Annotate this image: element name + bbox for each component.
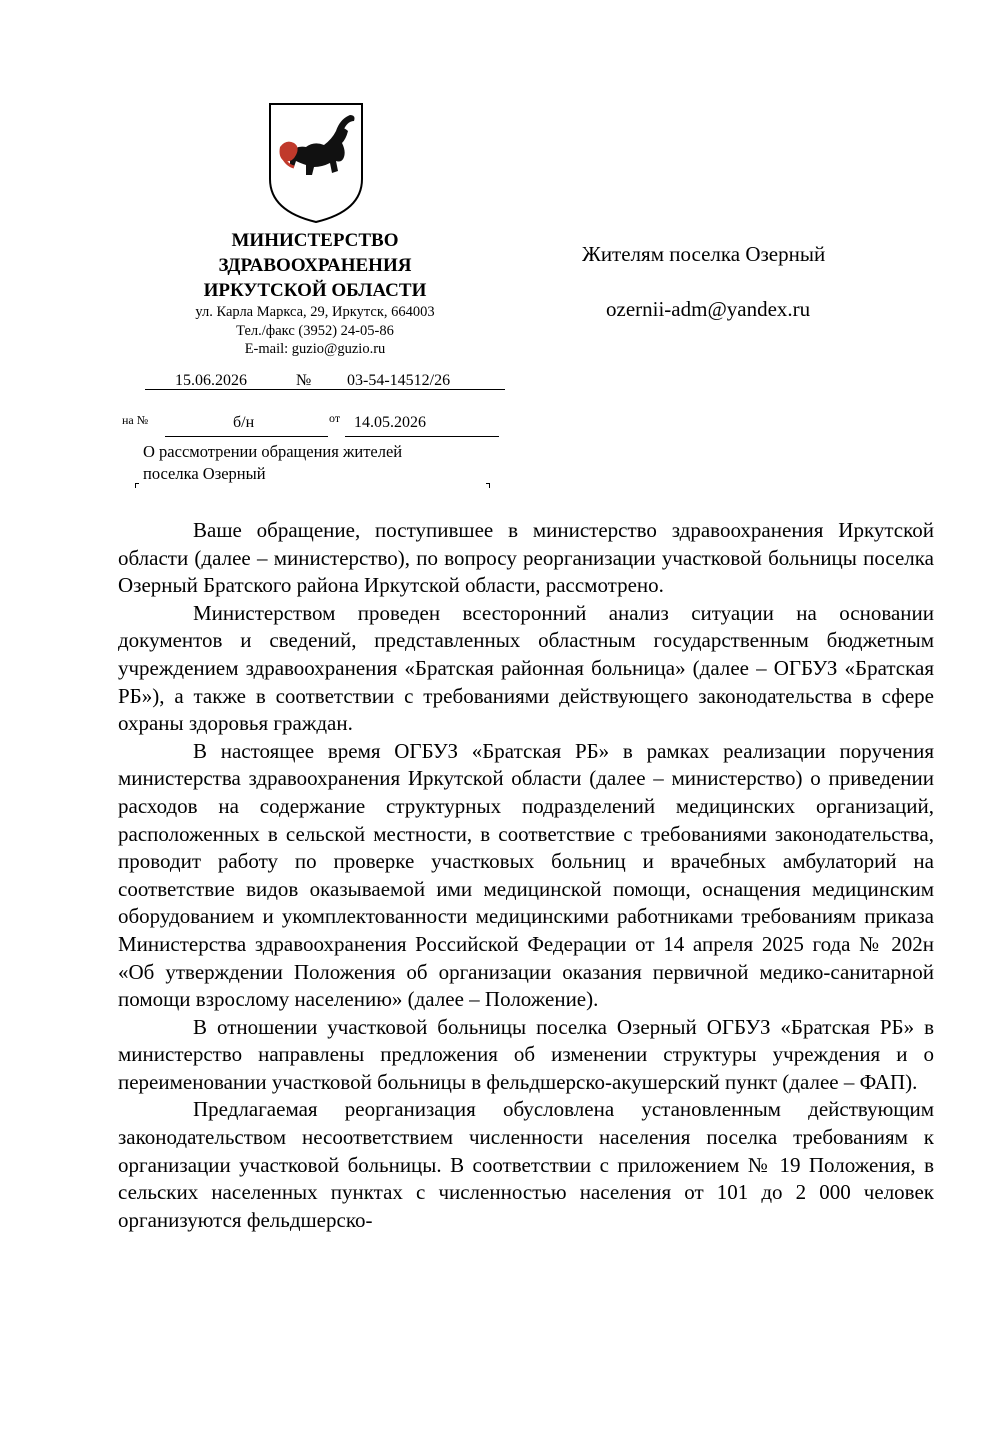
organization-phone: Тел./факс (3952) 24-05-86 <box>236 322 394 339</box>
recipient-email: ozernii-adm@yandex.ru <box>606 297 811 321</box>
organization-name-line: МИНИСТЕРСТВО <box>231 230 399 251</box>
organization-name-line: ЗДРАВООХРАНЕНИЯ <box>218 255 412 276</box>
recipient-name: Жителям поселка Озерный <box>582 242 826 266</box>
subject-bracket-left <box>135 483 139 488</box>
body-paragraph: Предлагаемая реорганизация обусловлена установленным действующим законодательством несоответствием численности населения поселка требованиям к организации участковой больницы. В соответствии с приложением № 19 Положения, в сельских населенных пунктах с численностью населения от 101 до 2 000 человек организуются фельдшерско- <box>118 1097 934 1232</box>
registration-date: 15.06.2026 <box>175 372 247 389</box>
subject-bracket-right <box>486 483 490 488</box>
body-paragraph: В отношении участковой больницы поселка Озерный ОГБУЗ «Братская РБ» в министерство направлены предложения об изменении структуры учреждения и о переименовании участковой больницы в фельдшерско-акушерский пункт (далее – ФАП). <box>118 1014 934 1094</box>
reference-date-underline <box>345 436 499 437</box>
body-paragraph: Ваше обращение, поступившее в министерство здравоохранения Иркутской области (далее – министерство), по вопросу реорганизации участковой больницы поселка Озерный Братского района Иркутской области, рассмотрено. <box>118 518 934 598</box>
organization-name <box>160 228 470 303</box>
registration-underline <box>145 389 505 390</box>
reference-date-label: от <box>329 411 341 425</box>
reference-number-underline <box>165 436 328 437</box>
subject-line: поселка Озерный <box>143 464 266 483</box>
reference-date: 14.05.2026 <box>354 414 426 431</box>
registration-number-label: № <box>296 372 312 389</box>
irkutsk-coat-of-arms-icon <box>266 101 366 225</box>
organization-header <box>160 228 470 359</box>
organization-name-line: ИРКУТСКОЙ ОБЛАСТИ <box>203 280 427 301</box>
letter-body <box>118 517 934 1234</box>
organization-address: ул. Карла Маркса, 29, Иркутск, 664003 <box>195 304 435 320</box>
letter-subject <box>143 441 463 485</box>
reference-number: б/н <box>233 414 255 431</box>
registration-number: 03-54-14512/26 <box>347 372 451 389</box>
body-paragraph: В настоящее время ОГБУЗ «Братская РБ» в рамках реализации поручения министерства здравоохранения Иркутской области (далее – министерство) о приведении расходов на содержание структурных подразделений медицинских организаций, расположенных в сельской местности, в соответствие с требованиями законодательства, проводит работу по проверке участковых больниц и врачебных амбулаторий на соответствие видов оказываемой ими медицинской помощи, оснащения медицинским оборудованием и укомплектованности медицинскими работниками требованиям приказа Министерства здравоохранения Российской Федерации от 14 апреля 2025 года № 202н «Об утверждении Положения об организации оказания первичной медико-санитарной помощи взрослому населению» (далее – Положение). <box>118 738 934 1012</box>
body-paragraph: Министерством проведен всесторонний анализ ситуации на основании документов и сведений, представленных областным государственным бюджетным учреждением здравоохранения «Братская районная больница» (далее – ОГБУЗ «Братская РБ»), а также в соответствии с требованиями действующего законодательства в сфере охраны здоровья граждан. <box>118 600 934 736</box>
subject-line: О рассмотрении обращения жителей <box>143 442 403 461</box>
reference-number-label: на № <box>122 413 149 427</box>
organization-email: E-mail: guzio@guzio.ru <box>244 341 386 357</box>
